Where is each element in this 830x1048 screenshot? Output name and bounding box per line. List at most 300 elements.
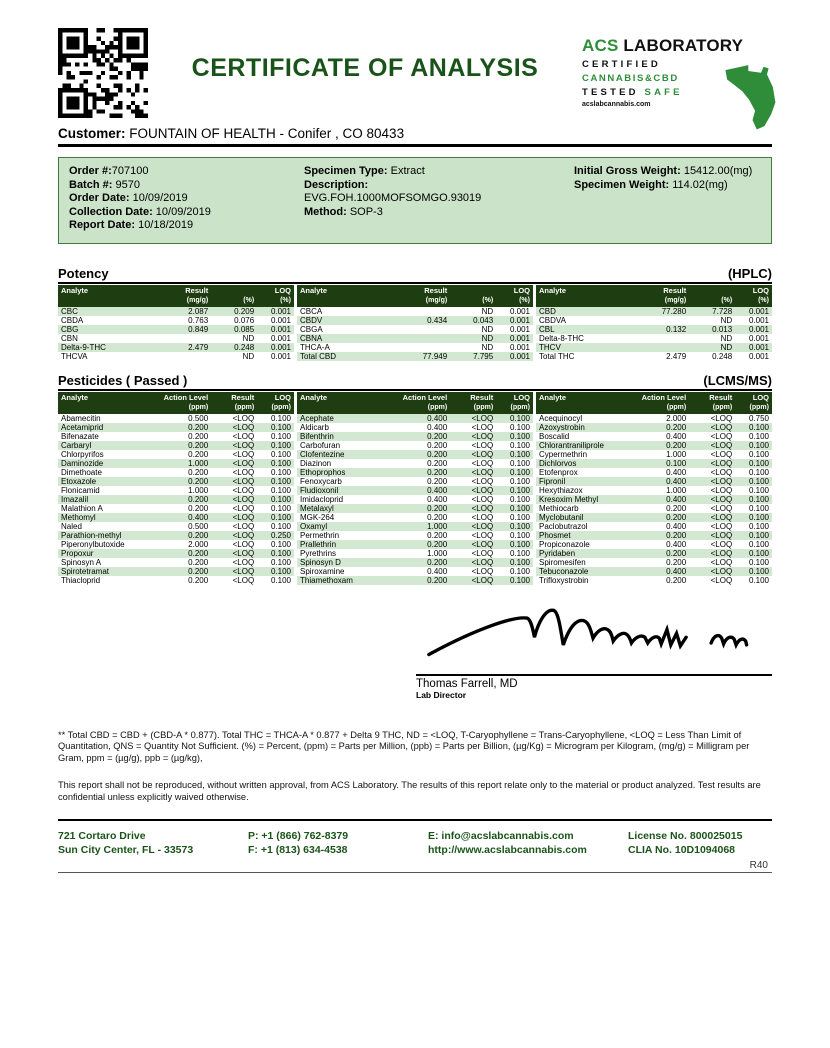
table-cell: 0.100 xyxy=(270,503,291,513)
signature-block xyxy=(416,595,772,700)
table-cell xyxy=(624,334,686,343)
table-cell: 0.200 xyxy=(666,512,687,522)
table-cell: Pyridaben xyxy=(539,548,576,558)
table-cell: 0.001 xyxy=(270,333,291,343)
table-cell: 0.100 xyxy=(748,557,769,567)
table-cell: 0.001 xyxy=(748,315,769,325)
table-row xyxy=(58,423,294,432)
table-cell: 0.100 xyxy=(270,413,291,423)
table-cell: 0.200 xyxy=(188,449,209,459)
table-cell: 0.001 xyxy=(509,351,530,361)
footer-email-web xyxy=(428,830,628,857)
table-row xyxy=(297,343,533,352)
analyte-subtable xyxy=(536,392,772,585)
table-row xyxy=(297,423,533,432)
table-cell: MGK-264 xyxy=(300,512,335,522)
table-cell: 0.001 xyxy=(748,306,769,316)
table-cell: <LOQ xyxy=(710,458,733,468)
table-row xyxy=(536,316,772,325)
table-cell: Paclobutrazol xyxy=(539,521,588,531)
table-cell: 0.100 xyxy=(270,431,291,441)
table-row xyxy=(297,307,533,316)
table-cell: 0.100 xyxy=(748,503,769,513)
table-cell: Oxamyl xyxy=(300,521,328,531)
table-cell: 0.100 xyxy=(509,548,530,558)
table-cell: 0.100 xyxy=(748,431,769,441)
table-row xyxy=(297,522,533,531)
table-cell: 0.400 xyxy=(666,494,687,504)
table-cell: 0.400 xyxy=(666,431,687,441)
table-cell: Total THC xyxy=(539,351,575,361)
table-cell: 0.100 xyxy=(666,458,687,468)
table-header-cell: LOQ (%) xyxy=(274,285,291,304)
table-cell: Metalaxyl xyxy=(300,503,334,513)
table-cell: 0.500 xyxy=(188,413,209,423)
table-cell: Total CBD xyxy=(300,351,337,361)
logo-laboratory-text: LABORATORY xyxy=(618,36,744,55)
table-row xyxy=(536,441,772,450)
table-row xyxy=(297,495,533,504)
table-header-cell: (%) xyxy=(721,296,733,304)
table-cell: 0.250 xyxy=(270,530,291,540)
table-cell: <LOQ xyxy=(710,467,733,477)
table-cell: Ethoprophos xyxy=(300,467,346,477)
table-cell: <LOQ xyxy=(232,530,255,540)
table-cell: 0.750 xyxy=(748,413,769,423)
table-cell: Spinosyn D xyxy=(300,557,341,567)
table-cell: 0.043 xyxy=(473,315,494,325)
table-cell: 0.100 xyxy=(509,557,530,567)
table-row xyxy=(536,522,772,531)
table-cell: <LOQ xyxy=(471,440,494,450)
footer-website: http://www.acslabcannabis.com xyxy=(428,843,587,856)
table-row xyxy=(297,540,533,549)
pesticides-method: (LCMS/MS) xyxy=(703,372,772,388)
table-cell: ND xyxy=(242,351,255,361)
table-row xyxy=(297,549,533,558)
qr-code-icon xyxy=(58,28,148,118)
table-cell: Acequinocyl xyxy=(539,413,583,423)
table-cell: 0.400 xyxy=(427,485,448,495)
pesticides-tables xyxy=(58,389,772,585)
table-cell: 2.000 xyxy=(188,539,209,549)
table-header-cell: LOQ (%) xyxy=(752,285,769,304)
table-cell: <LOQ xyxy=(471,476,494,486)
table-cell: <LOQ xyxy=(710,521,733,531)
table-cell: Thiamethoxam xyxy=(300,575,353,585)
table-cell: <LOQ xyxy=(232,494,255,504)
table-cell: CBN xyxy=(61,333,78,343)
table-header-row xyxy=(297,392,533,414)
table-cell: 0.001 xyxy=(509,306,530,316)
info-line: Order Date: 10/09/2019 xyxy=(69,192,188,204)
table-cell: <LOQ xyxy=(471,539,494,549)
table-cell: 0.200 xyxy=(188,440,209,450)
table-cell: 0.100 xyxy=(748,548,769,558)
table-cell: Naled xyxy=(61,521,82,531)
table-cell: 0.200 xyxy=(188,557,209,567)
table-cell: 0.200 xyxy=(188,575,209,585)
table-header-cell: Action Level (ppm) xyxy=(163,392,209,411)
table-cell: Diazinon xyxy=(300,458,332,468)
table-cell: 0.100 xyxy=(509,494,530,504)
table-cell: <LOQ xyxy=(710,449,733,459)
table-row xyxy=(297,531,533,540)
table-row xyxy=(58,352,294,361)
table-row xyxy=(297,468,533,477)
table-header-cell: Result (mg/g) xyxy=(424,285,448,304)
table-row xyxy=(297,414,533,423)
footer-phone: P: +1 (866) 762-8379 F: +1 (813) 634-4538 xyxy=(248,830,349,856)
table-cell: 0.500 xyxy=(188,521,209,531)
table-cell: <LOQ xyxy=(710,512,733,522)
table-header-cell: LOQ (ppm) xyxy=(510,392,530,411)
table-cell: <LOQ xyxy=(471,422,494,432)
table-cell: 0.100 xyxy=(509,521,530,531)
table-cell: <LOQ xyxy=(710,476,733,486)
table-cell: Methiocarb xyxy=(539,503,579,513)
table-cell: <LOQ xyxy=(471,458,494,468)
table-header-cell: Analyte xyxy=(61,285,89,295)
table-cell: 0.001 xyxy=(748,342,769,352)
table-cell: <LOQ xyxy=(232,575,255,585)
table-cell: <LOQ xyxy=(710,440,733,450)
table-cell: 0.849 xyxy=(188,324,209,334)
table-cell: Etofenprox xyxy=(539,467,578,477)
table-cell: <LOQ xyxy=(471,413,494,423)
table-cell: 0.100 xyxy=(748,476,769,486)
table-cell: Imidacloprid xyxy=(300,494,344,504)
table-header-cell: (%) xyxy=(243,296,255,304)
table-row xyxy=(297,459,533,468)
footnote-disclaimer: This report shall not be reproduced, without written approval, from ACS Laboratory. The results of this report relate only to the material or product analyzed. Test results are confidential unless explicitly waived otherwise. xyxy=(58,780,761,802)
table-header-row xyxy=(58,285,294,307)
table-header-cell: LOQ (ppm) xyxy=(271,392,291,411)
header xyxy=(58,0,772,118)
analyte-subtable xyxy=(297,392,533,585)
table-cell: 0.400 xyxy=(666,566,687,576)
table-cell: <LOQ xyxy=(710,575,733,585)
table-cell: 0.100 xyxy=(270,485,291,495)
table-cell: Carbofuran xyxy=(300,440,341,450)
logo-acs-text: ACS xyxy=(582,36,619,55)
table-cell: Myclobutanil xyxy=(539,512,584,522)
table-cell: 0.400 xyxy=(666,539,687,549)
table-cell: 0.400 xyxy=(666,476,687,486)
table-cell: <LOQ xyxy=(471,548,494,558)
table-cell: Acephate xyxy=(300,413,334,423)
table-cell: Fludioxonil xyxy=(300,485,339,495)
table-row xyxy=(58,441,294,450)
table-cell xyxy=(385,343,447,352)
table-cell: 0.200 xyxy=(427,503,448,513)
table-cell: <LOQ xyxy=(471,530,494,540)
table-cell: 0.100 xyxy=(509,476,530,486)
table-cell: <LOQ xyxy=(232,458,255,468)
table-header-cell: Analyte xyxy=(61,392,89,402)
table-row xyxy=(297,450,533,459)
potency-method: (HPLC) xyxy=(727,265,772,281)
table-cell: 0.100 xyxy=(748,458,769,468)
table-row xyxy=(58,414,294,423)
table-cell: 0.100 xyxy=(270,458,291,468)
customer-line xyxy=(58,126,772,141)
table-cell: 0.200 xyxy=(188,422,209,432)
table-cell: Trifloxystrobin xyxy=(539,575,589,585)
footnote-definitions: ** Total CBD = CBD + (CBD-A * 0.877). Total THC = THCA-A * 0.877 + Delta 9 THC, ND = <LOQ, T-Caryophyllene = Trans-Caryophyllene, <LOQ = Less Than Limit of Quantitation, QNS = Quantity Not Sufficient. (%) = Percent, (ppm) = Parts per Million, (ppb) = Parts per Billion, (µg/Kg) = Microgram per Kilogram, (mg/g) = Milligram per Gram, ppm = (µg/g), ppb = (µg/kg), xyxy=(58,729,750,763)
table-row xyxy=(536,414,772,423)
table-cell: 0.200 xyxy=(427,458,448,468)
table-cell: 77.280 xyxy=(661,306,687,316)
info-line: Collection Date: 10/09/2019 xyxy=(69,205,211,218)
table-cell: 0.200 xyxy=(666,575,687,585)
table-cell: 0.001 xyxy=(509,342,530,352)
table-cell: 0.100 xyxy=(270,449,291,459)
potency-section-header xyxy=(58,266,772,282)
table-cell: Spiroxamine xyxy=(300,566,345,576)
table-row xyxy=(297,432,533,441)
table-cell: 0.100 xyxy=(748,566,769,576)
table-row xyxy=(536,540,772,549)
table-cell: <LOQ xyxy=(471,449,494,459)
table-row xyxy=(536,576,772,585)
info-line: Report Date: 10/18/2019 xyxy=(69,219,194,231)
table-cell: Clofentezine xyxy=(300,449,345,459)
table-cell: Azoxystrobin xyxy=(539,422,585,432)
table-header-cell: Result (mg/g) xyxy=(663,285,687,304)
table-row xyxy=(536,325,772,334)
table-cell: <LOQ xyxy=(232,431,255,441)
table-cell: 0.400 xyxy=(427,413,448,423)
table-cell: 0.100 xyxy=(509,431,530,441)
table-cell: 0.001 xyxy=(509,324,530,334)
table-cell xyxy=(624,316,686,325)
revision-label: R40 xyxy=(749,860,768,871)
table-cell: <LOQ xyxy=(232,503,255,513)
table-cell: ND xyxy=(720,342,733,352)
info-line: Initial Gross Weight: 15412.00(mg) xyxy=(574,165,753,177)
table-cell: 0.200 xyxy=(666,422,687,432)
table-cell: 0.763 xyxy=(188,315,209,325)
table-row xyxy=(58,567,294,576)
table-cell: Spiromesifen xyxy=(539,557,586,567)
order-info-left xyxy=(69,165,304,233)
pesticides-section-header xyxy=(58,373,772,389)
table-cell: 0.248 xyxy=(234,342,255,352)
info-line: Description: xyxy=(304,178,369,191)
table-cell: <LOQ xyxy=(471,575,494,585)
table-row xyxy=(58,522,294,531)
info-line: EVG.FOH.1000MOFSOMGO.93019 xyxy=(304,192,482,204)
table-cell: Fipronil xyxy=(539,476,566,486)
table-cell: Propiconazole xyxy=(539,539,590,549)
table-cell: 0.200 xyxy=(666,530,687,540)
table-cell: ND xyxy=(481,342,494,352)
table-cell: 0.400 xyxy=(427,566,448,576)
table-cell: Aldicarb xyxy=(300,422,329,432)
table-cell: CBDV xyxy=(300,315,323,325)
table-row xyxy=(297,334,533,343)
acs-laboratory-logo xyxy=(582,28,772,108)
table-cell: <LOQ xyxy=(471,512,494,522)
table-cell: 1.000 xyxy=(188,485,209,495)
table-cell: 0.100 xyxy=(509,485,530,495)
table-row xyxy=(58,307,294,316)
table-cell: 0.200 xyxy=(188,503,209,513)
logo-certified-text: CERTIFIED xyxy=(582,59,661,70)
table-cell: 0.100 xyxy=(509,575,530,585)
table-row xyxy=(536,352,772,361)
table-cell: ND xyxy=(720,315,733,325)
table-cell: CBDA xyxy=(61,315,84,325)
table-cell: Prallethrin xyxy=(300,539,337,549)
table-header-cell: Analyte xyxy=(539,392,567,402)
table-row xyxy=(536,513,772,522)
table-cell: <LOQ xyxy=(232,449,255,459)
table-row xyxy=(58,576,294,585)
table-row xyxy=(58,513,294,522)
table-cell: Hexythiazox xyxy=(539,485,583,495)
table-cell: Pyrethrins xyxy=(300,548,337,558)
table-row xyxy=(297,558,533,567)
table-row xyxy=(58,468,294,477)
table-cell: 0.001 xyxy=(270,342,291,352)
potency-title: Potency xyxy=(58,265,109,281)
table-cell: 0.001 xyxy=(509,315,530,325)
table-cell: <LOQ xyxy=(471,521,494,531)
table-cell: 1.000 xyxy=(666,485,687,495)
table-cell: 0.200 xyxy=(427,449,448,459)
table-cell: 2.000 xyxy=(666,413,687,423)
table-row xyxy=(58,316,294,325)
table-header-cell: LOQ (ppm) xyxy=(749,392,769,411)
table-row xyxy=(536,432,772,441)
table-cell: 0.200 xyxy=(427,476,448,486)
table-cell: 0.100 xyxy=(270,422,291,432)
table-header-row xyxy=(297,285,533,307)
table-header-row xyxy=(536,285,772,307)
table-cell: 1.000 xyxy=(427,521,448,531)
table-cell: 0.200 xyxy=(188,530,209,540)
footer-address: 721 Cortaro Drive Sun City Center, FL - 33573 xyxy=(58,830,194,856)
table-cell: <LOQ xyxy=(232,413,255,423)
table-cell: 0.200 xyxy=(188,431,209,441)
table-cell: 77.949 xyxy=(422,351,448,361)
table-cell: <LOQ xyxy=(232,476,255,486)
table-cell: Imazalil xyxy=(61,494,89,504)
table-cell: CBNA xyxy=(300,333,323,343)
signer-name: Thomas Farrell, MD xyxy=(416,677,518,690)
table-row xyxy=(58,540,294,549)
table-cell: Phosmet xyxy=(539,530,571,540)
table-cell: 0.200 xyxy=(666,503,687,513)
table-cell: 0.100 xyxy=(748,440,769,450)
table-cell xyxy=(385,334,447,343)
table-cell: Delta-9-THC xyxy=(61,342,106,352)
table-cell: Propoxur xyxy=(61,548,94,558)
table-cell: ND xyxy=(481,306,494,316)
table-row xyxy=(536,495,772,504)
table-header-cell: Action Level (ppm) xyxy=(402,392,448,411)
table-cell: 7.728 xyxy=(712,306,733,316)
table-cell: 0.001 xyxy=(270,351,291,361)
table-row xyxy=(297,576,533,585)
table-cell: 0.100 xyxy=(509,449,530,459)
table-header-cell: Result (mg/g) xyxy=(185,285,209,304)
info-line: Specimen Type: Extract xyxy=(304,165,425,177)
table-cell: Flonicamid xyxy=(61,485,100,495)
table-cell: 0.001 xyxy=(748,333,769,343)
table-cell: 0.209 xyxy=(234,306,255,316)
table-cell: 0.100 xyxy=(270,494,291,504)
table-cell: 1.000 xyxy=(666,449,687,459)
table-cell: Kresoxim Methyl xyxy=(539,494,599,504)
table-cell: <LOQ xyxy=(232,566,255,576)
logo-cannabis-cbd-text: CANNABIS&CBD xyxy=(582,73,679,84)
header-divider xyxy=(58,144,772,147)
table-cell: <LOQ xyxy=(471,557,494,567)
table-cell: <LOQ xyxy=(232,512,255,522)
table-cell: 0.100 xyxy=(748,485,769,495)
table-cell: <LOQ xyxy=(232,548,255,558)
table-row xyxy=(58,450,294,459)
table-cell: 0.100 xyxy=(748,422,769,432)
table-cell: 0.400 xyxy=(666,521,687,531)
table-cell: CBC xyxy=(61,306,78,316)
table-row xyxy=(536,504,772,513)
table-cell: Carbaryl xyxy=(61,440,92,450)
table-header-cell: (%) xyxy=(482,296,494,304)
table-cell xyxy=(385,307,447,316)
table-cell: Permethrin xyxy=(300,530,340,540)
table-cell xyxy=(146,334,208,343)
table-cell: CBL xyxy=(539,324,555,334)
table-row xyxy=(297,441,533,450)
table-cell: <LOQ xyxy=(710,530,733,540)
table-cell: <LOQ xyxy=(232,467,255,477)
table-cell: Cypermethrin xyxy=(539,449,588,459)
table-cell: THCVA xyxy=(61,351,88,361)
table-cell: 0.132 xyxy=(666,324,687,334)
table-cell: 0.200 xyxy=(188,467,209,477)
table-cell: ND xyxy=(242,333,255,343)
table-cell: <LOQ xyxy=(710,413,733,423)
table-cell: 0.100 xyxy=(270,539,291,549)
table-cell: Boscalid xyxy=(539,431,570,441)
signature-line xyxy=(416,674,772,676)
table-header-cell: Analyte xyxy=(539,285,567,295)
table-cell: 0.100 xyxy=(748,521,769,531)
table-cell: 0.100 xyxy=(748,449,769,459)
table-cell: Chlorpyrifos xyxy=(61,449,104,459)
table-cell: 0.076 xyxy=(234,315,255,325)
table-cell: 0.100 xyxy=(270,566,291,576)
table-cell: 0.200 xyxy=(188,476,209,486)
table-cell: 0.200 xyxy=(188,548,209,558)
table-row xyxy=(58,504,294,513)
table-cell: <LOQ xyxy=(710,539,733,549)
table-row xyxy=(297,352,533,361)
table-cell: 0.200 xyxy=(666,548,687,558)
info-line: Specimen Weight: 114.02(mg) xyxy=(574,178,728,191)
table-header-cell: Result (ppm) xyxy=(470,392,494,411)
table-cell: 0.013 xyxy=(712,324,733,334)
table-cell: 0.001 xyxy=(748,351,769,361)
table-cell: 0.200 xyxy=(188,566,209,576)
table-cell: Etoxazole xyxy=(61,476,97,486)
table-row xyxy=(536,477,772,486)
table-cell: 0.100 xyxy=(509,440,530,450)
